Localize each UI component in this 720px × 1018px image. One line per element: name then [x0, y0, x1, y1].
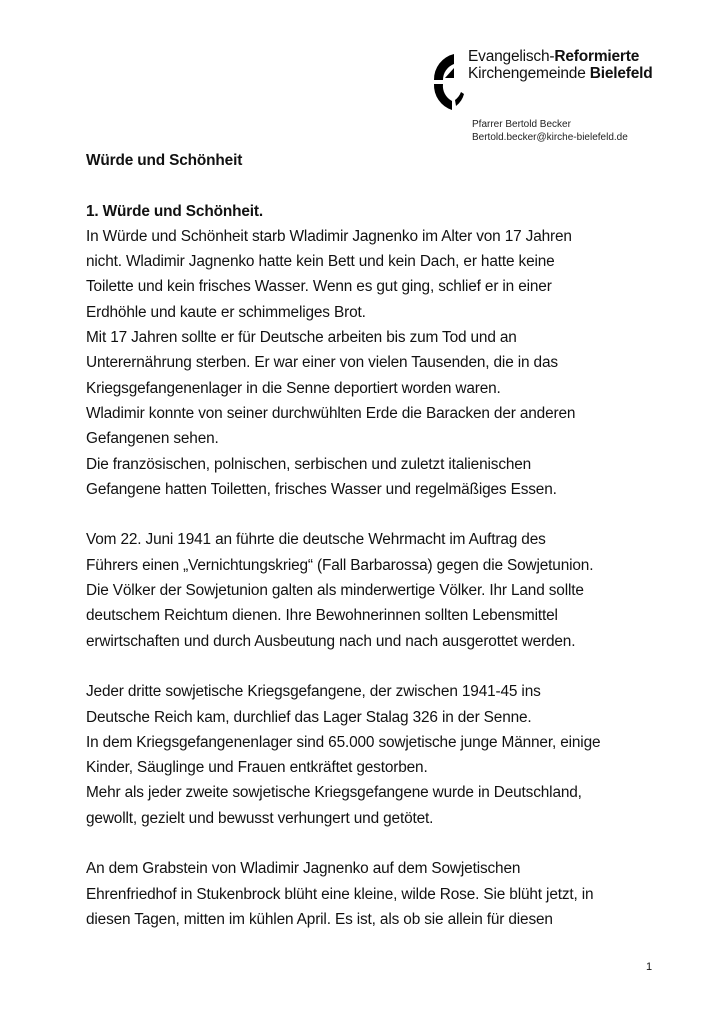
text-line: Gefangene hatten Toiletten, frisches Wasser und regelmäßiges Essen. — [86, 480, 557, 498]
text-line: Gefangenen sehen. — [86, 430, 219, 448]
text-line: In Würde und Schönheit starb Wladimir Jagnenko im Alter von 17 Jahren — [86, 227, 572, 245]
org-line-1: Evangelisch-Reformierte — [468, 48, 640, 65]
text-line: diesen Tagen, mitten im kühlen April. Es ist, als ob sie allein für diesen — [86, 910, 553, 928]
paragraph-spacer — [86, 831, 666, 856]
organization-name — [468, 48, 653, 82]
text-line: An dem Grabstein von Wladimir Jagnenko auf dem Sowjetischen — [86, 860, 521, 878]
paragraph — [86, 679, 666, 831]
text-line: Mit 17 Jahren sollte er für Deutsche arbeiten bis zum Tod und an — [86, 329, 517, 347]
section-heading: 1. Würde und Schönheit. — [86, 202, 263, 220]
church-emblem-icon — [430, 48, 466, 114]
paragraph — [86, 856, 666, 932]
text-line: Die französischen, polnischen, serbischen und zuletzt italienischen — [86, 455, 532, 473]
text-line: Kinder, Säuglinge und Frauen entkräftet gestorben. — [86, 759, 428, 777]
text-line: Unterernährung sterben. Er war einer von vielen Tausenden, die in das — [86, 354, 558, 372]
document-body — [86, 148, 666, 932]
text-line: Ehrenfriedhof in Stukenbrock blüht eine kleine, wilde Rose. Sie blüht jetzt, in — [86, 885, 594, 903]
text-line: Wladimir konnte von seiner durchwühlten Erde die Baracken der anderen — [86, 404, 576, 422]
text-line: Kriegsgefangenenlager in die Senne deportiert worden waren. — [86, 379, 501, 397]
paragraph-spacer — [86, 502, 666, 527]
page-number: 1 — [646, 961, 653, 973]
text-line: Toilette und kein frisches Wasser. Wenn es gut ging, schlief er in einer — [86, 278, 552, 296]
text-line: erwirtschaften und durch Ausbeutung nach und nach ausgerottet werden. — [86, 632, 576, 650]
text-line: Führers einen „Vernichtungskrieg“ (Fall Barbarossa) gegen die Sowjetunion. — [86, 556, 594, 574]
text-line: Die Völker der Sowjetunion galten als minderwertige Völker. Ihr Land sollte — [86, 582, 584, 600]
spacer — [86, 173, 666, 198]
paragraphs-container — [86, 224, 666, 932]
text-line: gewollt, gezielt und bewusst verhungert und getötet. — [86, 809, 434, 827]
contact-email: Bertold.becker@kirche-bielefeld.de — [472, 132, 628, 143]
contact-name: Pfarrer Bertold Becker — [472, 119, 571, 130]
document-title: Würde und Schönheit — [86, 152, 243, 169]
text-line: Mehr als jeder zweite sowjetische Kriegsgefangene wurde in Deutschland, — [86, 784, 582, 802]
church-logo — [430, 48, 670, 118]
paragraph — [86, 224, 666, 502]
text-line: Vom 22. Juni 1941 an führte die deutsche Wehrmacht im Auftrag des — [86, 531, 546, 549]
org-line-2: Kirchengemeinde Bielefeld — [468, 65, 653, 82]
text-line: In dem Kriegsgefangenenlager sind 65.000 sowjetische junge Männer, einige — [86, 733, 601, 751]
text-line: deutschem Reichtum dienen. Ihre Bewohnerinnen sollten Lebensmittel — [86, 607, 558, 625]
contact-block — [472, 118, 628, 144]
text-line: Jeder dritte sowjetische Kriegsgefangene, der zwischen 1941-45 ins — [86, 683, 541, 701]
text-line: Erdhöhle und kaute er schimmeliges Brot. — [86, 303, 366, 321]
text-line: nicht. Wladimir Jagnenko hatte kein Bett und kein Dach, er hatte keine — [86, 253, 555, 271]
paragraph — [86, 527, 666, 653]
paragraph-spacer — [86, 654, 666, 679]
text-line: Deutsche Reich kam, durchlief das Lager Stalag 326 in der Senne. — [86, 708, 532, 726]
